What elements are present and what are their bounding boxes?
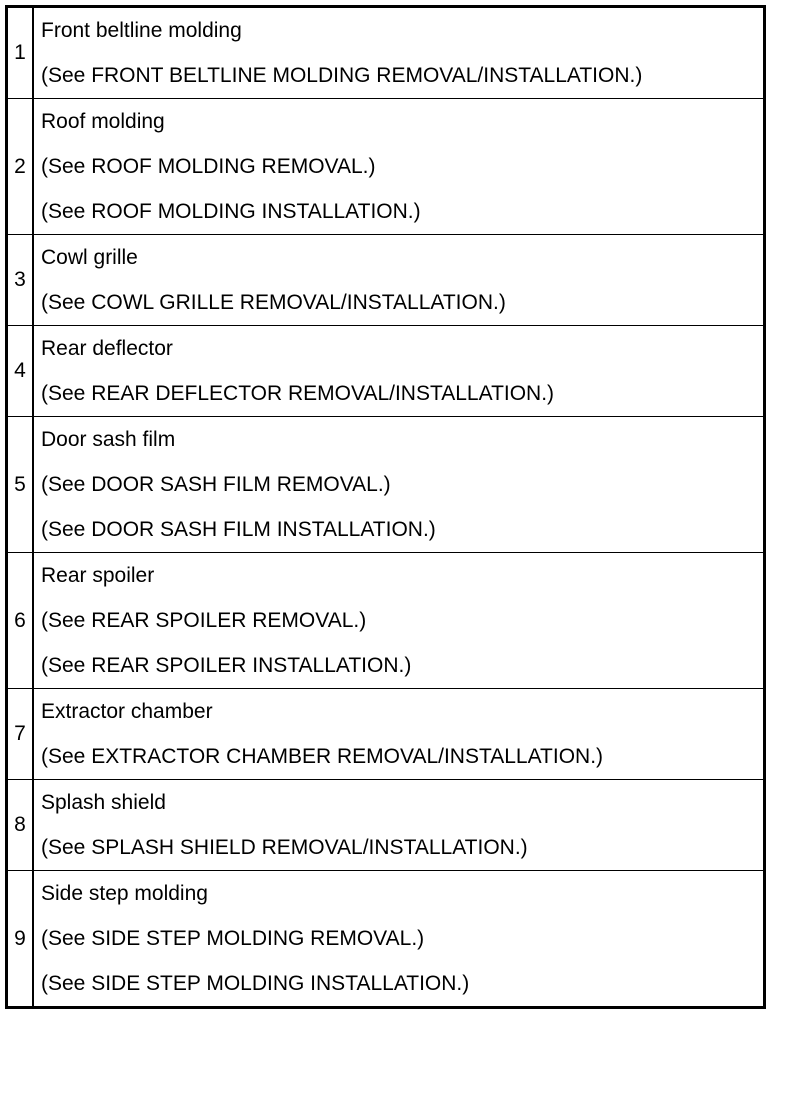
row-number: 3 bbox=[7, 235, 34, 326]
table-row bbox=[7, 326, 765, 417]
row-content bbox=[33, 99, 765, 235]
row-number: 2 bbox=[7, 99, 34, 235]
part-name: Front beltline molding bbox=[41, 19, 242, 42]
procedure-reference: (See SPLASH SHIELD REMOVAL/INSTALLATION.) bbox=[41, 836, 528, 859]
row-number: 8 bbox=[7, 780, 34, 871]
procedure-reference: (See SIDE STEP MOLDING INSTALLATION.) bbox=[41, 972, 470, 995]
row-content bbox=[33, 689, 765, 780]
part-name: Side step molding bbox=[41, 882, 208, 905]
procedure-reference: (See EXTRACTOR CHAMBER REMOVAL/INSTALLATION.) bbox=[41, 745, 604, 768]
parts-table bbox=[5, 5, 766, 1009]
procedure-reference: (See SIDE STEP MOLDING REMOVAL.) bbox=[41, 927, 425, 950]
row-number: 9 bbox=[7, 871, 34, 1008]
table-row bbox=[7, 7, 765, 99]
part-name: Rear deflector bbox=[41, 337, 173, 360]
row-number: 4 bbox=[7, 326, 34, 417]
row-content bbox=[33, 235, 765, 326]
part-name: Extractor chamber bbox=[41, 700, 213, 723]
row-number: 7 bbox=[7, 689, 34, 780]
row-content bbox=[33, 553, 765, 689]
row-content bbox=[33, 326, 765, 417]
procedure-reference: (See FRONT BELTLINE MOLDING REMOVAL/INSTALLATION.) bbox=[41, 64, 643, 87]
row-number: 6 bbox=[7, 553, 34, 689]
parts-table-body bbox=[7, 7, 765, 1008]
procedure-reference: (See DOOR SASH FILM REMOVAL.) bbox=[41, 473, 391, 496]
row-content bbox=[33, 780, 765, 871]
part-name: Splash shield bbox=[41, 791, 166, 814]
row-number: 1 bbox=[7, 7, 34, 99]
table-row bbox=[7, 99, 765, 235]
procedure-reference: (See REAR SPOILER REMOVAL.) bbox=[41, 609, 367, 632]
procedure-reference: (See REAR DEFLECTOR REMOVAL/INSTALLATION.) bbox=[41, 382, 555, 405]
part-name: Rear spoiler bbox=[41, 564, 155, 587]
row-content bbox=[33, 871, 765, 1008]
table-row bbox=[7, 780, 765, 871]
procedure-reference: (See REAR SPOILER INSTALLATION.) bbox=[41, 654, 412, 677]
table-row bbox=[7, 871, 765, 1008]
procedure-reference: (See DOOR SASH FILM INSTALLATION.) bbox=[41, 518, 436, 541]
table-row bbox=[7, 689, 765, 780]
table-row bbox=[7, 553, 765, 689]
part-name: Roof molding bbox=[41, 110, 165, 133]
procedure-reference: (See ROOF MOLDING REMOVAL.) bbox=[41, 155, 376, 178]
row-content bbox=[33, 7, 765, 99]
table-row bbox=[7, 417, 765, 553]
table-row bbox=[7, 235, 765, 326]
part-name: Door sash film bbox=[41, 428, 176, 451]
row-content bbox=[33, 417, 765, 553]
row-number: 5 bbox=[7, 417, 34, 553]
procedure-reference: (See ROOF MOLDING INSTALLATION.) bbox=[41, 200, 421, 223]
procedure-reference: (See COWL GRILLE REMOVAL/INSTALLATION.) bbox=[41, 291, 506, 314]
part-name: Cowl grille bbox=[41, 246, 138, 269]
